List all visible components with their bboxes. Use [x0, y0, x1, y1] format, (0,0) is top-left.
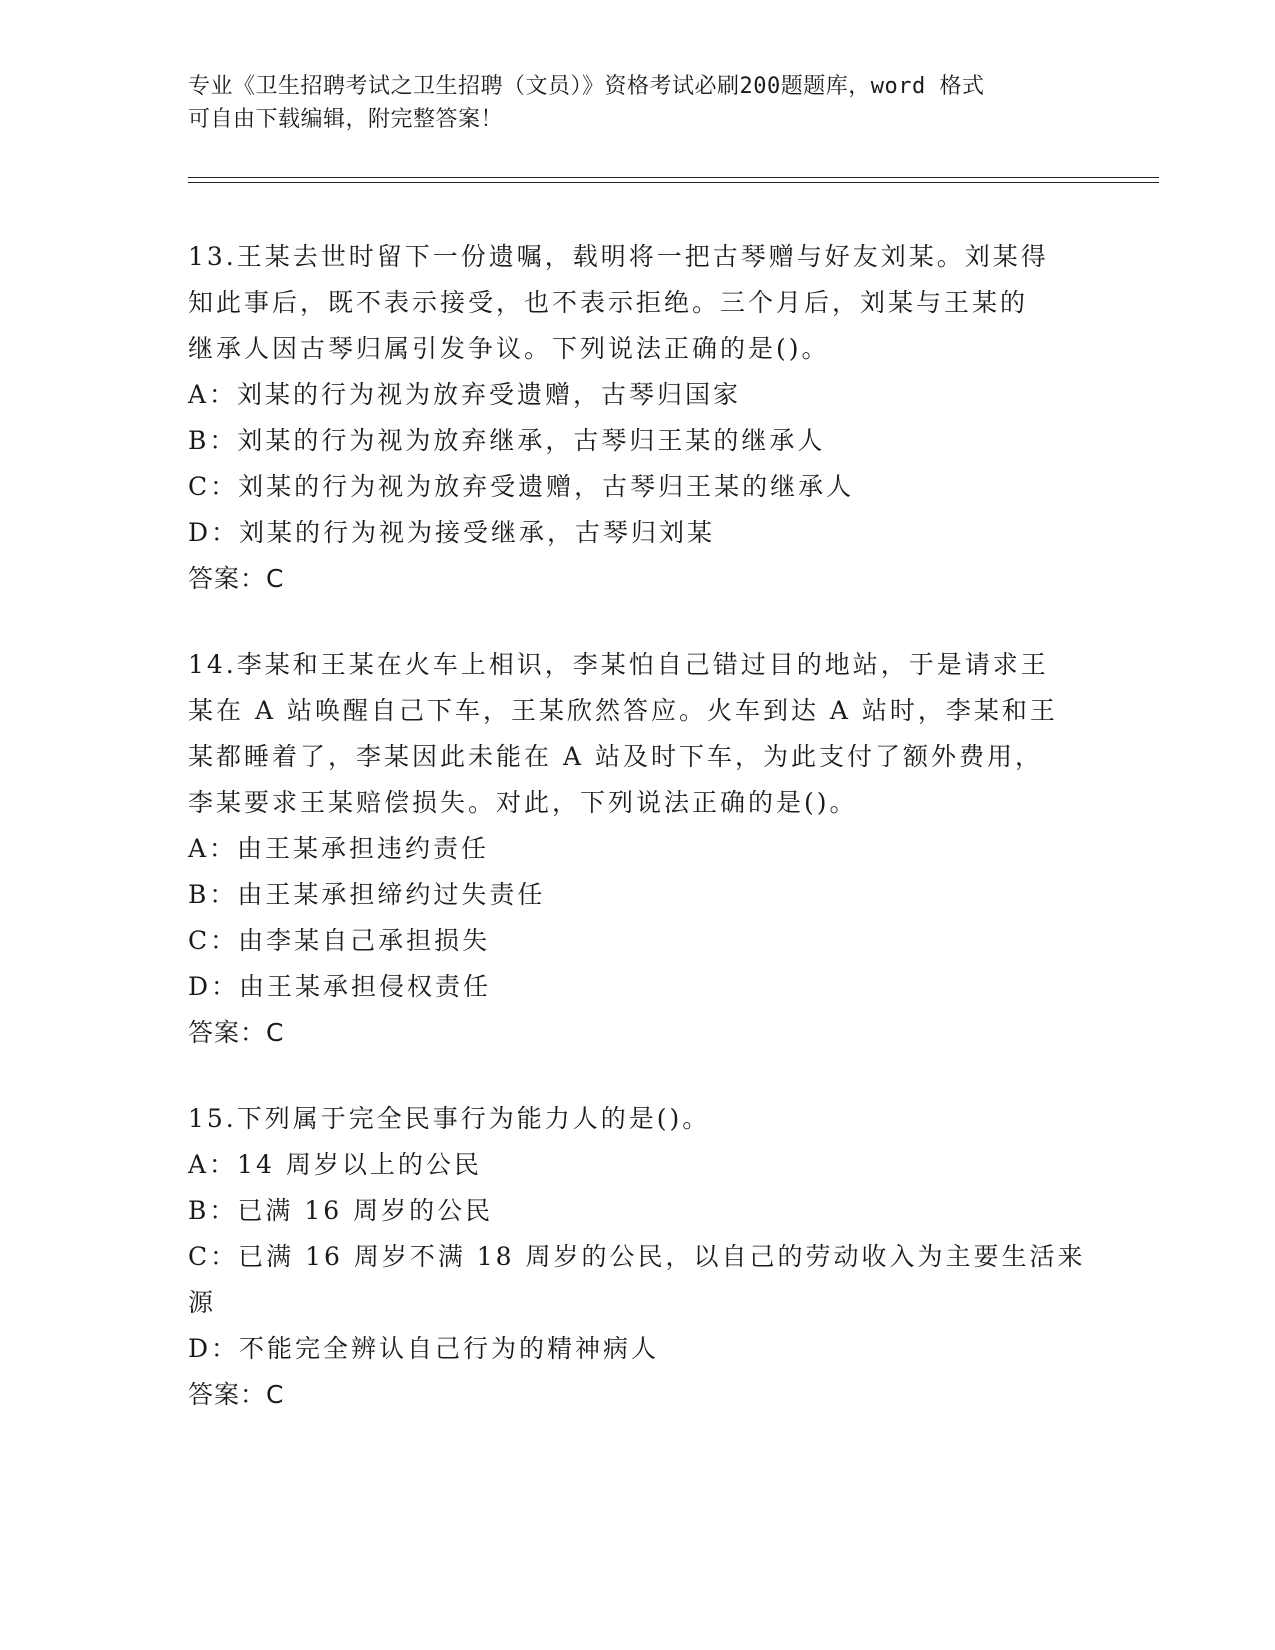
option-b: B：刘某的行为视为放弃继承，古琴归王某的继承人 — [188, 426, 826, 455]
question-14 — [188, 642, 1088, 1056]
question-13 — [188, 234, 1088, 602]
header-divider — [188, 177, 1159, 183]
question-15 — [188, 1096, 1088, 1418]
document-header — [188, 70, 1088, 136]
option-d: D：不能完全辨认自己行为的精神病人 — [188, 1334, 660, 1363]
question-stem-line: 15.下列属于完全民事行为能力人的是()。 — [188, 1104, 711, 1133]
option-c: C：已满 16 周岁不满 18 周岁的公民，以自己的劳动收入为主要生活来 — [188, 1242, 1086, 1271]
question-stem-line: 继承人因古琴归属引发争议。下列说法正确的是()。 — [188, 334, 830, 363]
question-stem-line: 知此事后，既不表示接受，也不表示拒绝。三个月后，刘某与王某的 — [188, 288, 1029, 317]
question-stem-line: 某都睡着了，李某因此未能在 A 站及时下车，为此支付了额外费用， — [188, 742, 1043, 771]
option-b: B：已满 16 周岁的公民 — [188, 1196, 494, 1225]
option-c: C：刘某的行为视为放弃受遗赠，古琴归王某的继承人 — [188, 472, 855, 501]
header-line-2: 可自由下载编辑，附完整答案！ — [188, 107, 504, 132]
option-a: A：14 周岁以上的公民 — [188, 1150, 482, 1179]
question-stem-line: 某在 A 站唤醒自己下车，王某欣然答应。火车到达 A 站时，李某和王 — [188, 696, 1058, 725]
option-d: D：由王某承担侵权责任 — [188, 972, 492, 1001]
question-list — [188, 234, 1088, 1458]
option-a: A：刘某的行为视为放弃受遗赠，古琴归国家 — [188, 380, 742, 409]
option-b: B：由王某承担缔约过失责任 — [188, 880, 546, 909]
question-stem-line: 14.李某和王某在火车上相识，李某怕自己错过目的地站，于是请求王 — [188, 650, 1049, 679]
option-c-continued: 源 — [188, 1288, 217, 1317]
question-stem-line: 李某要求王某赔偿损失。对此，下列说法正确的是()。 — [188, 788, 858, 817]
answer: 答案：C — [188, 1018, 285, 1047]
answer: 答案：C — [188, 1380, 285, 1409]
option-c: C：由李某自己承担损失 — [188, 926, 491, 955]
header-line-1: 专业《卫生招聘考试之卫生招聘（文员）》资格考试必刷200题题库，word 格式 — [188, 74, 985, 99]
answer: 答案：C — [188, 564, 285, 593]
option-a: A：由王某承担违约责任 — [188, 834, 490, 863]
question-stem-line: 13.王某去世时留下一份遗嘱，载明将一把古琴赠与好友刘某。刘某得 — [188, 242, 1049, 271]
option-d: D：刘某的行为视为接受继承，古琴归刘某 — [188, 518, 716, 547]
